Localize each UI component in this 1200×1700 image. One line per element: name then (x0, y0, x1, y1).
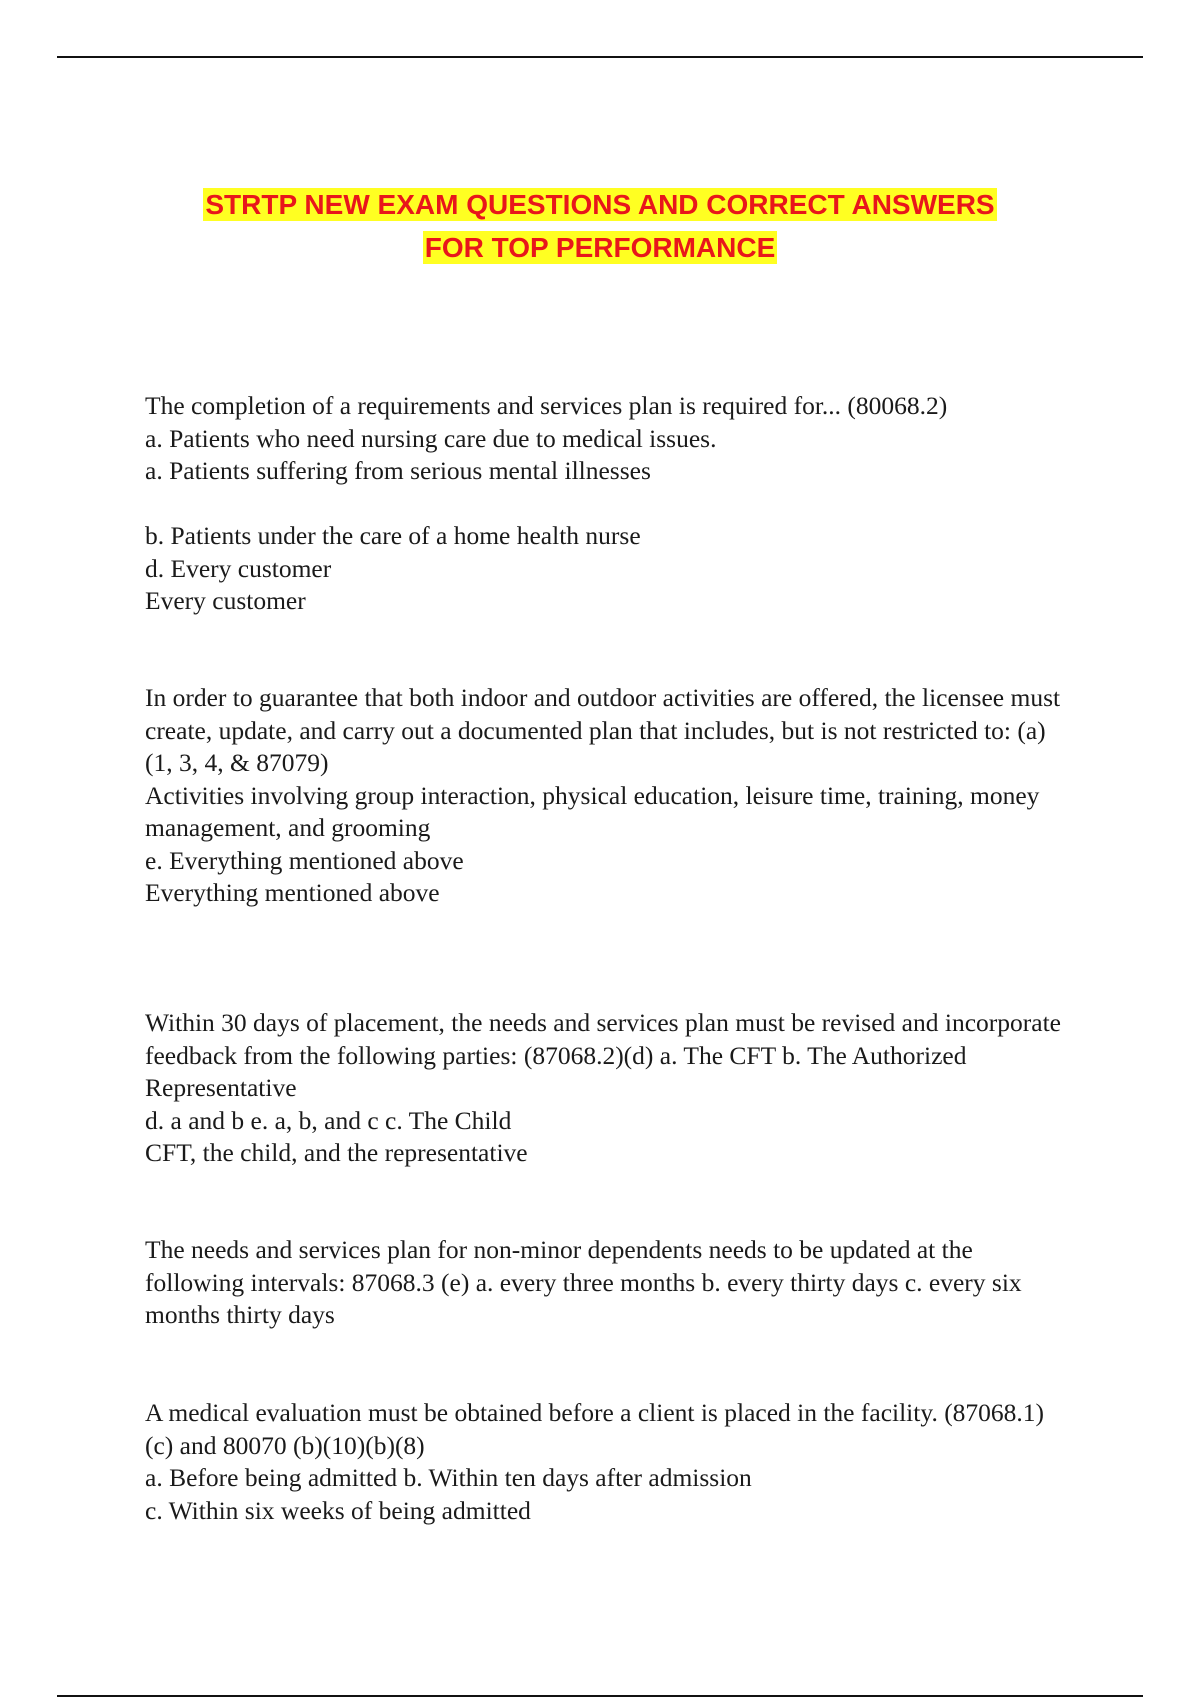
question-text: The completion of a requirements and services plan is required for... (80068.2) (145, 391, 948, 420)
title-line-1: STRTP NEW EXAM QUESTIONS AND CORRECT ANSWERS (205, 189, 995, 220)
top-rule (57, 56, 1143, 58)
question-text: A medical evaluation must be obtained before a client is placed in the facility. (87068.1)(c) and 80070 (b)(10)(b)(8) (145, 1398, 1045, 1460)
correct-answer: Every customer (145, 586, 306, 615)
document-title (0, 183, 1200, 269)
answer-option: d. Every customer (145, 553, 332, 583)
bottom-rule (57, 1695, 1143, 1697)
question-text: Within 30 days of placement, the needs and services plan must be revised and incorporate feedback from the following parties: (87068.2)(d) a. The CFT b. The Authorized Representative (145, 1008, 1061, 1102)
question-1 (145, 390, 1065, 618)
answer-option: a. Before being admitted b. Within ten days after admission (145, 1463, 752, 1492)
question-4 (145, 1234, 1065, 1332)
answer-option: a. Patients suffering from serious mental illnesses (145, 456, 651, 485)
answer-option: c. Within six weeks of being admitted (145, 1495, 531, 1525)
title-line-2: FOR TOP PERFORMANCE (424, 232, 776, 263)
answer-option: a. Patients who need nursing care due to medical issues. (145, 423, 717, 453)
question-5 (145, 1397, 1065, 1527)
question-3 (145, 1007, 1065, 1170)
answer-option: Activities involving group interaction, physical education, leisure time, training, money management, and grooming (145, 780, 1040, 842)
line-gap (145, 488, 1065, 521)
correct-answer: Everything mentioned above (145, 878, 440, 907)
answer-option: e. Everything mentioned above (145, 845, 464, 875)
answer-option: d. a and b e. a, b, and c c. The Child (145, 1105, 512, 1135)
question-text: In order to guarantee that both indoor and outdoor activities are offered, the licensee must create, update, and carry out a documented plan that includes, but is not restricted to: (a)(1, 3, 4, & 87079) (145, 683, 1061, 777)
correct-answer: CFT, the child, and the representative (145, 1138, 528, 1167)
answer-option: b. Patients under the care of a home health nurse (145, 521, 641, 550)
question-2 (145, 682, 1065, 910)
question-text: The needs and services plan for non-minor dependents needs to be updated at the following intervals: 87068.3 (e) a. every three months b. every thirty days c. every six months thirty days (145, 1235, 1022, 1329)
